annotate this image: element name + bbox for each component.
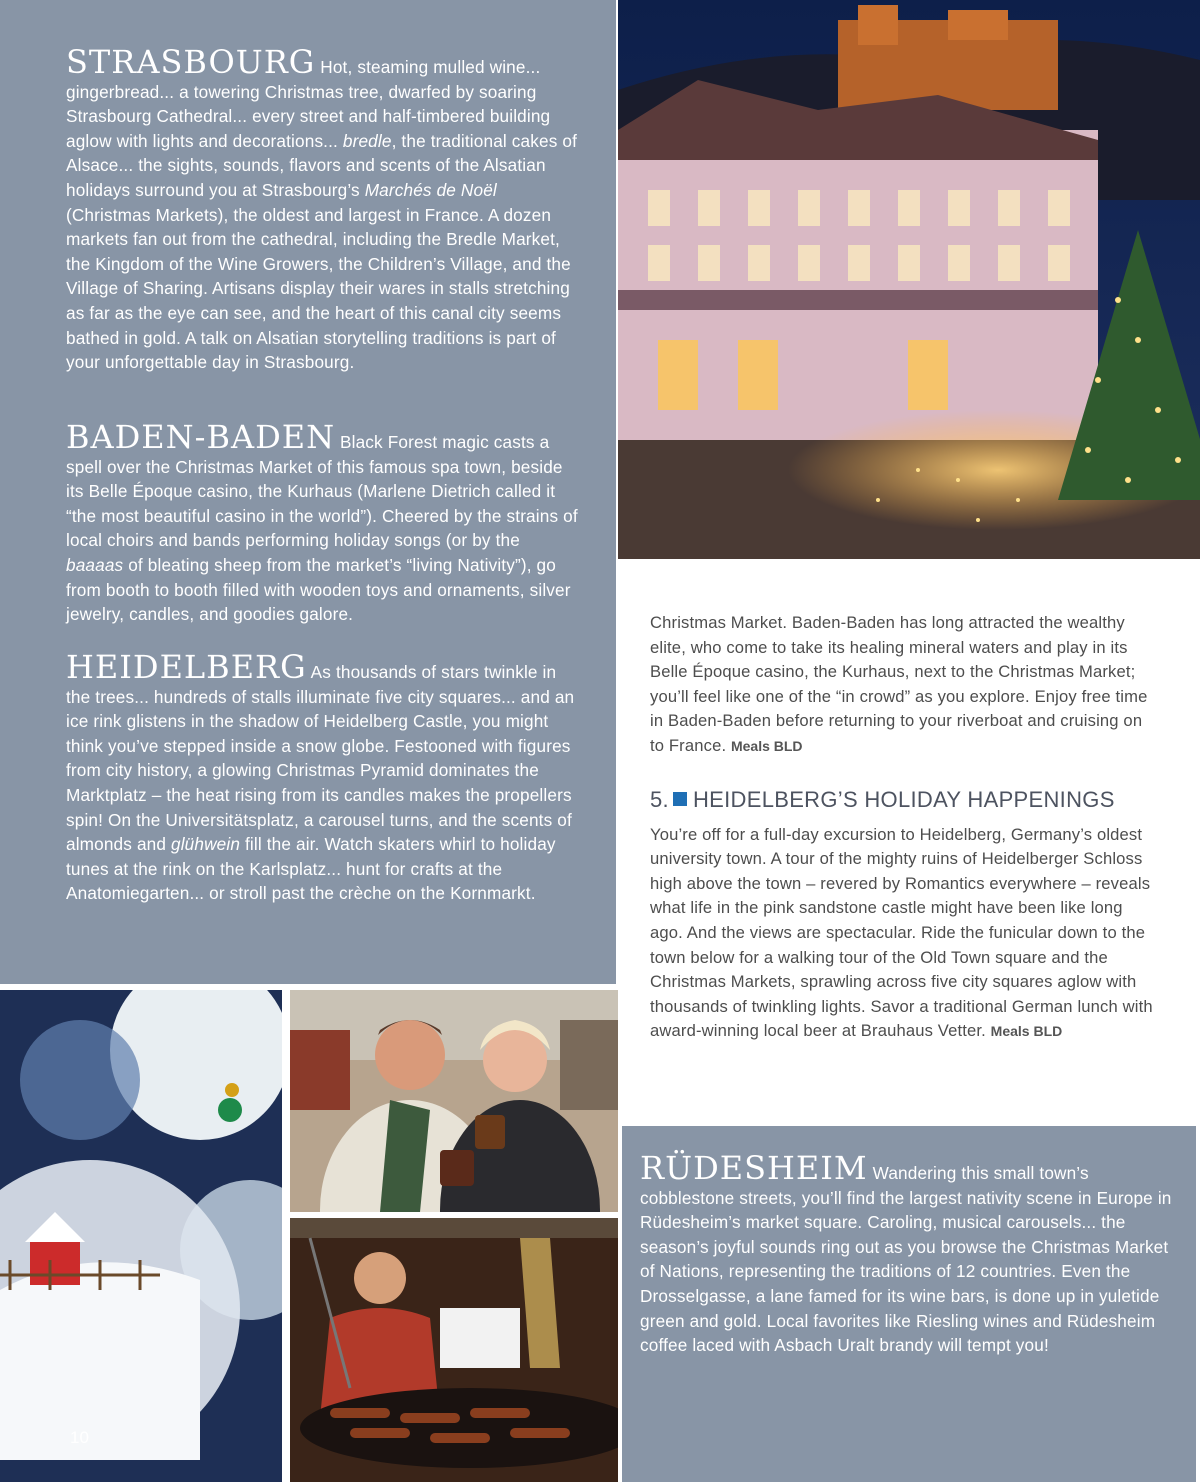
baden-baden-paragraph [66, 418, 581, 627]
rudesheim-text-panel [622, 1126, 1196, 1482]
blue-square-icon [673, 792, 687, 806]
rudesheim-heading: RÜDESHEIM [640, 1149, 868, 1187]
baden-baden-continued-text [650, 611, 1155, 759]
day-5-meals: Meals BLD [990, 1023, 1063, 1040]
day-5-body: You’re off for a full-day excursion to Heidelberg, Germany’s oldest university town. A tour of the mighty ruins of Heidelberger Schloss high above the town – revered by Romantics everywhere – reveals what life in the pink sandstone castle might have been like long ago. And the views are spectacular. Ride the funicular down to the town below for a walking tour of the Old Town square and the Christmas Markets, sprawling across five city squares aglow with thousands of twinkling lights. Savor a traditional German lunch with award-winning local beer at Brauhaus Vetter. [650, 824, 1153, 1041]
rudesheim-section [640, 1149, 1185, 1358]
rudesheim-paragraph [640, 1149, 1185, 1358]
strasbourg-paragraph [66, 43, 581, 375]
continued-meals: Meals BLD [730, 737, 803, 754]
day-5-heading [650, 788, 1155, 813]
strasbourg-italic-bredle: bredle [342, 130, 392, 151]
heidelberg-heading: HEIDELBERG [66, 648, 307, 686]
heidelberg-italic-gluhwein: glühwein [171, 834, 241, 855]
strasbourg-text-3: (Christmas Markets), the oldest and largest in France. A dozen markets fan out from the cathedral, including the Bredle Market, the Kingdom of the Wine Growers, the Children’s Village, and the Village of Sharing. Artisans display their wares in stalls stretching as far as the eye can see, and the heart of this canal city seems bathed in gold. A talk on Alsatian storytelling traditions is part of your unforgettable day in Strasbourg. [66, 204, 571, 373]
day-5-number: 5. [650, 787, 669, 812]
strasbourg-italic-marches: Marchés de Noël [364, 179, 497, 200]
baden-baden-text-1: Black Forest magic casts a spell over the Christmas Market of this famous spa town, beside its Belle Époque casino, the Kurhaus (Marlene Dietrich called it “the most beautiful casino in the world”). Cheered by the strains of local choirs and bands performing holiday songs (or by the [66, 432, 578, 551]
rudesheim-text-1: Wandering this small town’s cobblestone streets, you’ll find the largest nativity scene in Europe in Rüdesheim’s market square. Caroling, musical carousels... the season’s joyful sounds ring out as you browse the Christmas Market of Nations, representing the traditions of 12 countries. Even the Drosselgasse, a lane famed for its wine bars, is done up in yuletide green and gold. Local favorites like Riesling wines and Rüdesheim coffee laced with Asbach Uralt brandy will tempt you! [640, 1163, 1172, 1356]
couple-with-mulled-wine-photo [290, 990, 618, 1212]
heidelberg-text-2: fill the air. Watch skaters whirl to holiday tunes at the rink on the Karlsplatz... hunt for crafts at the Anatomiegarten... or stroll past the crèche on the Kornmarkt. [66, 834, 556, 904]
day-5-title: HEIDELBERG’S HOLIDAY HAPPENINGS [692, 787, 1115, 812]
day-5-section [650, 788, 1155, 1044]
baden-baden-text-2: of bleating sheep from the market’s “living Nativity”), go from booth to booth filled with wooden toys and ornaments, silver jewelry, candles, and goodies galore. [66, 554, 571, 625]
day-5-paragraph [650, 823, 1155, 1044]
strasbourg-text-1: Hot, steaming mulled wine... gingerbread... a towering Christmas tree, dwarfed by soaring Strasbourg Cathedral... every street and half-timbered building aglow with lights and decorations... [66, 57, 551, 151]
strasbourg-section [66, 43, 581, 375]
heidelberg-paragraph [66, 648, 581, 906]
continued-body: Christmas Market. Baden-Baden has long attracted the wealthy elite, who come to take its healing mineral waters and play in its Belle Époque casino, the Kurhaus, next to the Christmas Market; you’ll feel like one of the “in crowd” as you explore. Enjoy free time in Baden-Baden before returning to your riverboat and cruising on to France. [650, 613, 1148, 755]
continued-paragraph [650, 611, 1155, 759]
sausage-grill-vendor-photo [290, 1218, 618, 1482]
left-text-panel [0, 0, 616, 984]
page-number: 10 [70, 1428, 89, 1447]
heidelberg-text-1: As thousands of stars twinkle in the trees... hundreds of stalls illuminate five city squares... and an ice rink glistens in the shadow of Heidelberg Castle, you might think you’ve stepped inside a snow globe. Festooned with figures from city history, a glowing Christmas Pyramid dominates the Marktplatz – the heat rising from its candles makes the propellers spin! On the Universitätsplatz, a carousel turns, and the scents of almonds and [66, 662, 575, 855]
baden-baden-section [66, 418, 581, 627]
baden-baden-heading: BADEN-BADEN [66, 418, 336, 456]
strasbourg-heading: STRASBOURG [66, 43, 316, 81]
heidelberg-section [66, 648, 581, 906]
baden-baden-italic-baaaas: baaaas [66, 554, 124, 575]
strasbourg-text-2: , the traditional cakes of Alsace... the sights, sounds, flavors and scents of the Alsatian holidays surround you at Strasbourg’s [66, 130, 578, 200]
heidelberg-night-market-photo [618, 0, 1200, 559]
glass-ornament-photo [0, 990, 282, 1482]
